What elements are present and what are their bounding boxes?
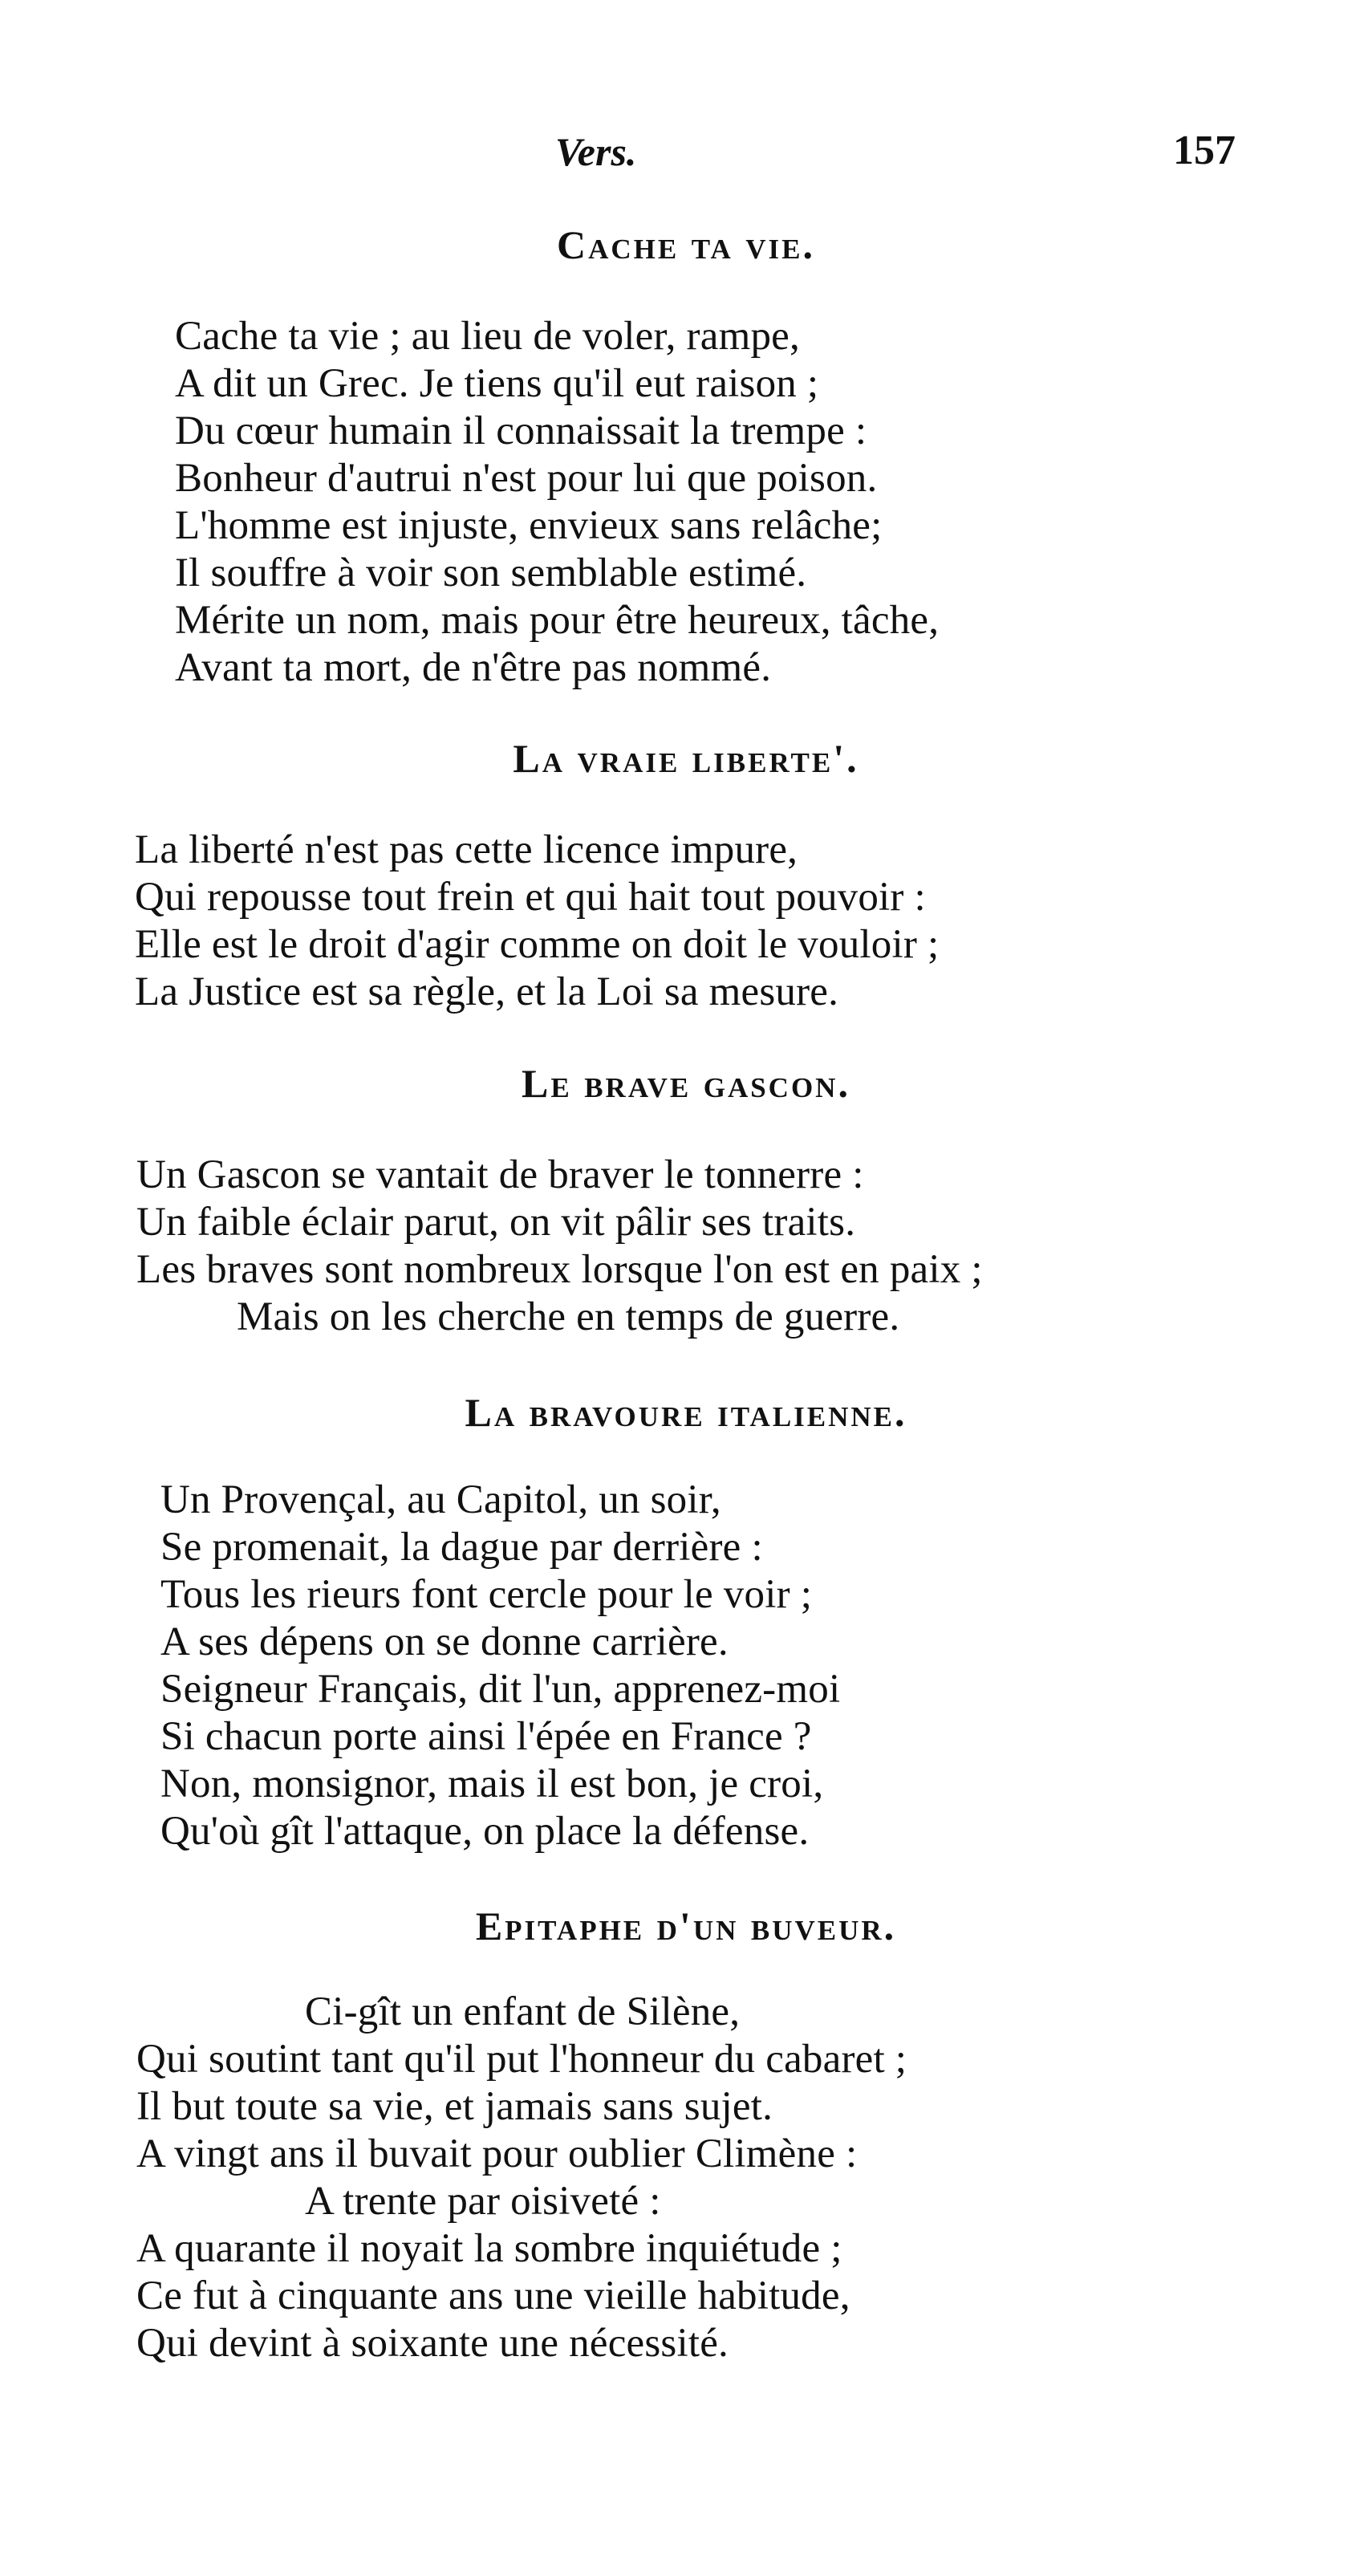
verse-line: A vingt ans il buvait pour oublier Climène : xyxy=(136,2131,858,2176)
verse-line: Tous les rieurs font cercle pour le voir ; xyxy=(160,1572,813,1617)
verse-line: La Justice est sa règle, et la Loi sa mesure. xyxy=(135,969,839,1014)
verse-line: Avant ta mort, de n'être pas nommé. xyxy=(175,645,772,690)
verse-line: Il souffre à voir son semblable estimé. xyxy=(175,551,807,595)
verse-line: Mérite un nom, mais pour être heureux, tâche, xyxy=(175,598,940,643)
verse-line: Les braves sont nombreux lorsque l'on est en paix ; xyxy=(136,1247,983,1292)
verse-line: Qui repousse tout frein et qui hait tout pouvoir : xyxy=(135,875,926,920)
verse-line: Non, monsignor, mais il est bon, je croi, xyxy=(160,1761,824,1806)
poem-body xyxy=(136,1989,907,2367)
verse-line: Ce fut à cinquante ans une vieille habitude, xyxy=(136,2273,850,2318)
verse-line: Bonheur d'autrui n'est pour lui que poison. xyxy=(175,456,878,501)
verse-line: Se promenait, la dague par derrière : xyxy=(160,1525,763,1570)
running-head xyxy=(0,120,1372,185)
poem-title: Le brave gascon. xyxy=(522,1061,850,1106)
verse-line: Qui devint à soixante une nécessité. xyxy=(136,2321,729,2366)
verse-line: A trente par oisiveté : xyxy=(305,2179,661,2224)
verse-line: Mais on les cherche en temps de guerre. xyxy=(237,1294,900,1339)
verse-line: L'homme est injuste, envieux sans relâche; xyxy=(175,503,883,548)
verse-line: Un faible éclair parut, on vit pâlir ses traits. xyxy=(136,1200,856,1245)
poem-title: La vraie liberte'. xyxy=(513,736,859,781)
poem-body xyxy=(135,827,939,1016)
verse-line: A ses dépens on se donne carrière. xyxy=(160,1619,729,1664)
poem-title: La bravoure italienne. xyxy=(465,1390,907,1435)
verse-line: A quarante il noyait la sombre inquiétude ; xyxy=(136,2226,842,2271)
poem-body xyxy=(160,1477,840,1855)
running-title: Vers. xyxy=(555,129,637,174)
verse-line: Du cœur humain il connaissait la trempe : xyxy=(175,408,867,453)
verse-line: Seigneur Français, dit l'un, apprenez-moi xyxy=(160,1667,841,1712)
verse-line: Un Provençal, au Capitol, un soir, xyxy=(160,1477,721,1522)
poem-body xyxy=(175,313,939,692)
verse-line: Ci-gît un enfant de Silène, xyxy=(305,1989,741,2034)
poem-title: Epitaphe d'un buveur. xyxy=(475,1904,897,1948)
verse-line: Si chacun porte ainsi l'épée en France ? xyxy=(160,1714,812,1759)
verse-line: Un Gascon se vantait de braver le tonnerre : xyxy=(136,1152,864,1197)
verse-line: Il but toute sa vie, et jamais sans sujet. xyxy=(136,2084,773,2129)
poem-body xyxy=(136,1152,983,1341)
verse-line: Qui soutint tant qu'il put l'honneur du cabaret ; xyxy=(136,2037,907,2082)
page-number: 157 xyxy=(1173,128,1236,173)
verse-line: Cache ta vie ; au lieu de voler, rampe, xyxy=(175,314,800,359)
verse-line: Qu'où gît l'attaque, on place la défense. xyxy=(160,1809,810,1854)
verse-line: La liberté n'est pas cette licence impure, xyxy=(135,827,798,872)
verse-line: Elle est le droit d'agir comme on doit le vouloir ; xyxy=(135,922,940,967)
verse-line: A dit un Grec. Je tiens qu'il eut raison ; xyxy=(175,361,819,406)
poem-title: Cache ta vie. xyxy=(557,222,815,267)
